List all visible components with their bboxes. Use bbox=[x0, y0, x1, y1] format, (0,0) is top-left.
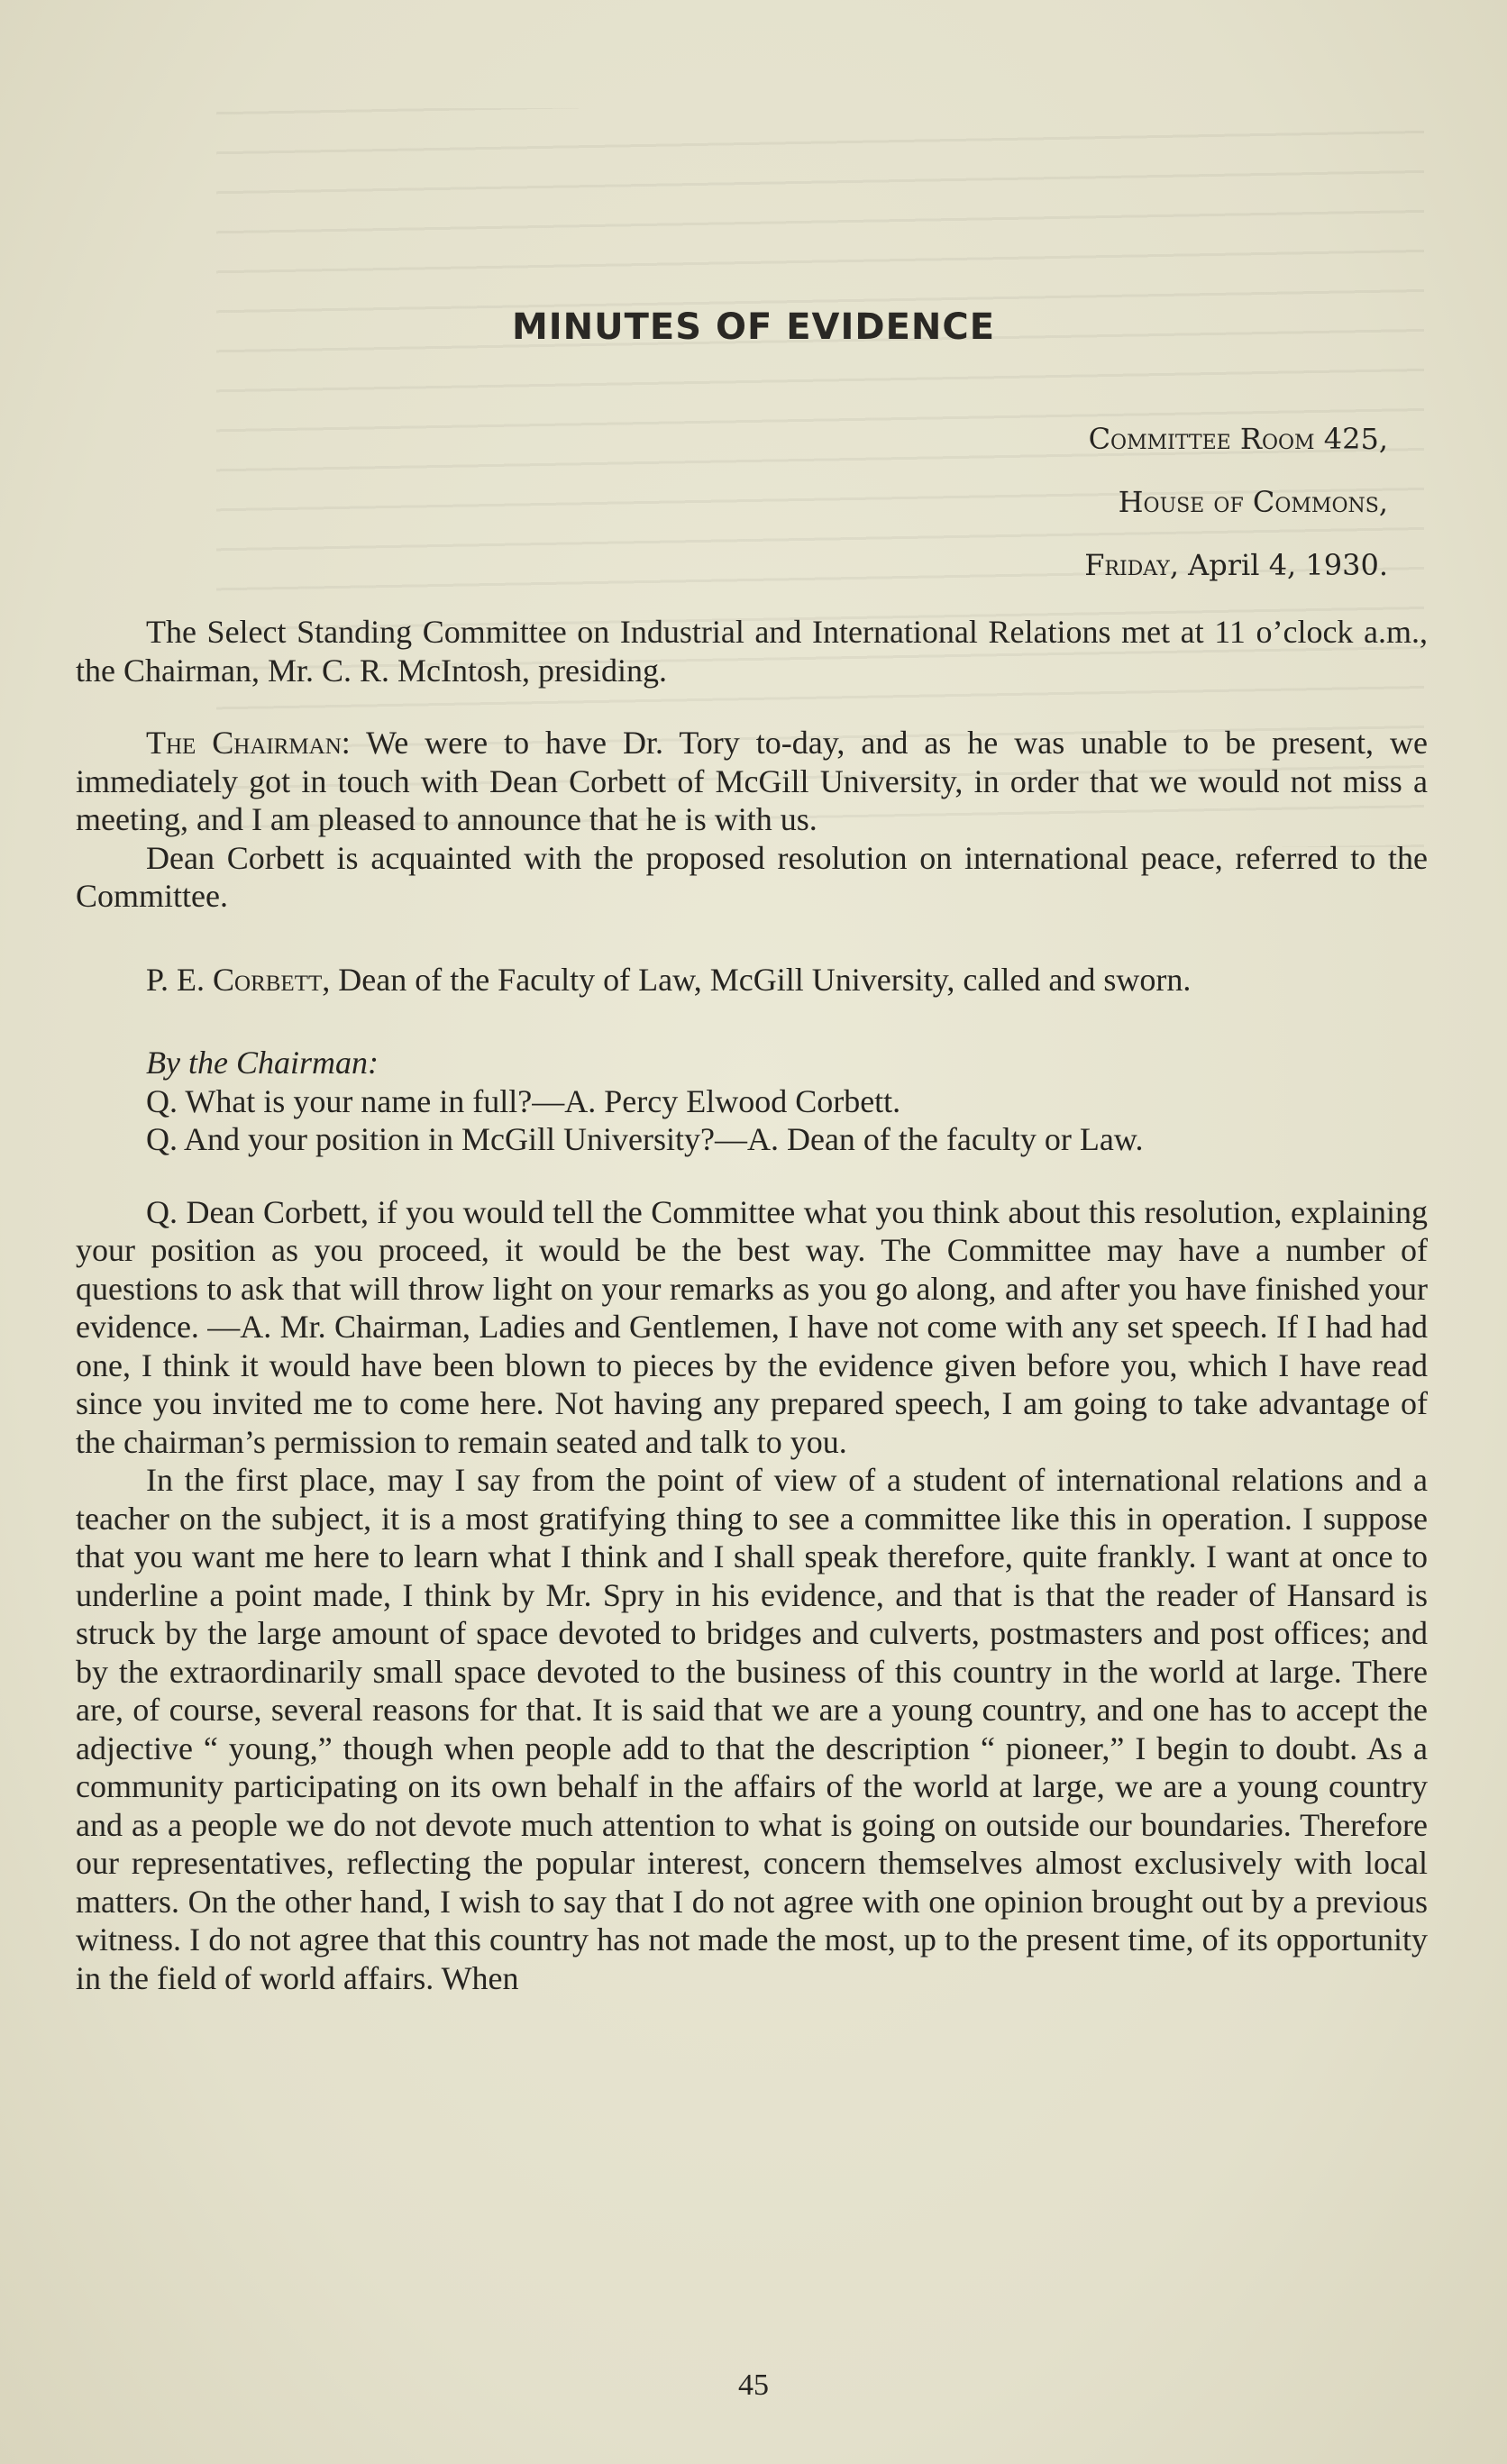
page-title: MINUTES OF EVIDENCE bbox=[511, 306, 996, 348]
examiner-line: By the Chairman: bbox=[146, 1045, 379, 1081]
minutes-body bbox=[76, 613, 1428, 1997]
date-text: , April 4, 1930. bbox=[1169, 548, 1388, 582]
weekday: Friday bbox=[1084, 548, 1170, 582]
dean-corbett-paragraph: Dean Corbett is acquainted with the proposed resolution on international peace, referred to the Committee. bbox=[76, 839, 1428, 914]
chairman-statement-text: : We were to have Dr. Tory to-day, and as he was unable to be present, we immediately got in touch with Dean Corbett of McGill University, in order that we would not miss a meeting, and I am pleased to announce that he is with us. bbox=[76, 725, 1429, 837]
date-line bbox=[1084, 548, 1388, 582]
witness-sworn bbox=[76, 961, 1428, 999]
witness-sworn-text: , Dean of the Faculty of Law, McGill University, called and sworn. bbox=[322, 961, 1192, 998]
house-of-commons-line: House of Commons, bbox=[1118, 485, 1388, 519]
page-number: 45 bbox=[738, 2368, 769, 2402]
question-2: Q. And your position in McGill University?—A. Dean of the faculty or Law. bbox=[146, 1121, 1144, 1157]
question-3: Q. Dean Corbett, if you would tell the Committee what you think about this resolution, explaining your position as you proceed, it would be the best way. The Committee may have a number of questions to ask that will throw light on your remarks as you go along, and after you have finished your evidence. —A. Mr. Chairman, Ladies and Gentlemen, I have not come with any set speech. If I had had one, I think it would have been blown to pieces by the evidence given before you, which I have read since you invited me to come here. Not having any prepared speech, I am going to take advantage of the chairman’s permission to remain seated and talk to you. bbox=[76, 1193, 1428, 1460]
speaker-chairman: The Chairman bbox=[146, 725, 342, 761]
question-1: Q. What is your name in full?—A. Percy Elwood Corbett. bbox=[146, 1082, 901, 1119]
chairman-statement bbox=[76, 724, 1428, 839]
opening-paragraph: The Select Standing Committee on Industrial and International Relations met at 11 o’clock a.m., the Chairman, Mr. C. R. McIntosh, presiding. bbox=[76, 614, 1428, 689]
answer-paragraph: In the first place, may I say from the point of view of a student of international relations and a teacher on the subject, it is a most gratifying thing to see a committee like this in operation. I suppose that you want me here to learn what I think and I shall speak therefore, quite frankly. I want at once to underline a point made, I think by Mr. Spry in his evidence, and that is that the reader of Hansard is struck by the large amount of space devoted to bridges and culverts, postmasters and post offices; and by the extraordinarily small space devoted to the business of this country in the world at large. There are, of course, several reasons for that. It is said that we are a young country, and one has to accept the adjective “ young,” though when people add to that the description “ pioneer,” I begin to doubt. As a community participating on its own behalf in the affairs of the world at large, we are a young country and as a people we do not devote much attention to what is going on outside our boundaries. Therefore our representatives, reflecting the popular interest, concern themselves almost exclusively with local matters. On the other hand, I wish to say that I do not agree with one opinion brought out by a previous witness. I do not agree that this country has not made the most, up to the present time, of its opportunity in the field of world affairs. When bbox=[76, 1462, 1428, 1996]
witness-name: P. E. Corbett bbox=[146, 961, 323, 998]
committee-room-line: Committee Room 425, bbox=[1088, 422, 1388, 456]
